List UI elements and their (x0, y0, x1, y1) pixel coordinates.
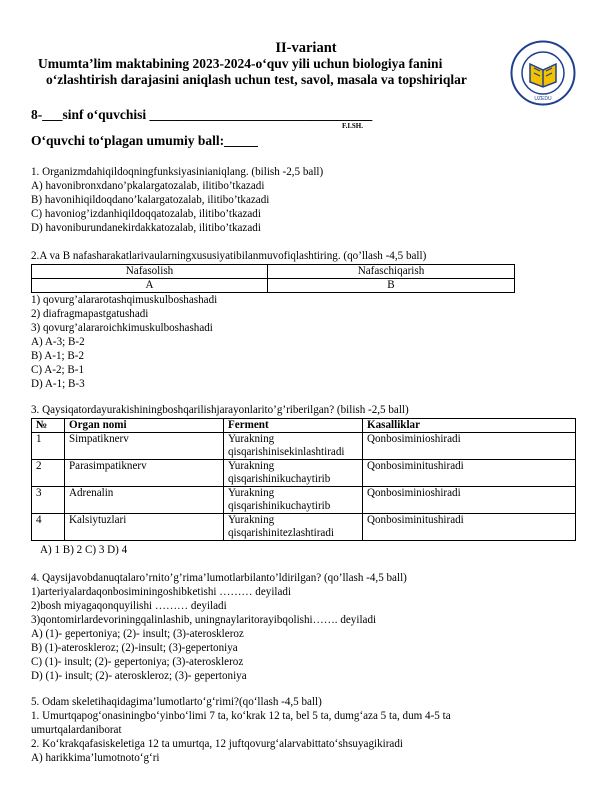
q5-line-1: 1. Umurtqapog‘onasiningbo‘yinbo‘limi 7 ta, ko‘krak 12 ta, bel 5 ta, dumg‘aza 5 ta, dum 4-5 ta (31, 710, 451, 722)
q3-row1-number: 1 (32, 433, 65, 460)
q2-cell-a: A (32, 279, 268, 293)
q4-option-b: B) (1)-ateroskleroz; (2)-insult; (3)-gepertoniya (31, 642, 238, 654)
q2-item-2: 2) diafragmapastgatushadi (31, 308, 149, 320)
q5-text: 5. Odam skeletihaqidagima’lumotlarto‘g‘rimi?(qo‘llash -4,5 ball) (31, 696, 322, 708)
q3-row1-disease: Qonbosiminioshiradi (363, 433, 576, 460)
q1-option-a: A) havonibronxdano’pkalargatozalab, ilitibo’tkazadi (31, 180, 265, 192)
q3-header-organ: Organ nomi (65, 419, 224, 433)
q3-row3-number: 3 (32, 487, 65, 514)
q2-item-1: 1) qovurg’alararotashqimuskulboshashadi (31, 294, 218, 306)
student-class-line: 8-___sinf o‘quvchisi _________________________________ (31, 107, 373, 122)
q2-item-3: 3) qovurg’alararoichkimuskulboshashadi (31, 322, 213, 334)
q2-table (31, 264, 515, 293)
q3-answers: A) 1 B) 2 C) 3 D) 4 (40, 544, 128, 556)
q2-header-inhale: Nafasolish (32, 265, 268, 279)
q3-row4-number: 4 (32, 514, 65, 541)
q2-header-exhale: Nafaschiqarish (268, 265, 515, 279)
q3-table (31, 418, 576, 541)
table-row (32, 487, 576, 514)
q2-option-a: A) A-3; B-2 (31, 336, 85, 348)
q2-option-d: D) A-1; B-3 (31, 378, 85, 390)
table-row (32, 460, 576, 487)
q1-text: 1. Organizmdahiqildoqningfunksiyasinianiqlang. (bilish -2,5 ball) (31, 166, 324, 178)
q2-cell-b: B (268, 279, 515, 293)
q2-text: 2.A va B nafasharakatlarivaularningxususiyatibilanmuvofiqlashtiring. (qo’llash -4,5 ball) (31, 250, 427, 262)
svg-text:UZEDU: UZEDU (534, 96, 552, 102)
variant-label: -variant (286, 40, 337, 56)
table-row (32, 433, 576, 460)
q3-row4-organ: Kalsiytuzlari (65, 514, 224, 541)
q3-header-number: № (32, 419, 65, 433)
q1-option-b: B) havonihiqildoqdano’kalargatozalab, ilitibo’tkazadi (31, 194, 270, 206)
q5-option-a: A) harikkima’lumotnoto‘g‘ri (31, 752, 160, 764)
fish-caption: F.I.SH. (342, 122, 363, 130)
q4-item-1: 1)arteriyalardaqonbosiminingoshibketishi ……… deyiladi (31, 586, 292, 598)
q3-row2-number: 2 (32, 460, 65, 487)
q4-item-3: 3)qontomirlardevoriningqalinlashib, uningnaylaritorayibqolishi……. deyiladi (31, 614, 377, 626)
q3-row1-organ: Simpatiknerv (65, 433, 224, 460)
q3-row3-enzyme: Yurakning qisqarishinikuchaytirib (224, 487, 363, 514)
total-score-line: O‘quvchi to‘plagan umumiy ball:_____ (31, 133, 258, 148)
q1-option-c: C) havoniog’izdanhiqildoqqatozalab, ilitibo’tkazadi (31, 208, 261, 220)
title-line-1: Umumta’lim maktabining 2023-2024-o‘quv yili uchun biologiya fanini (38, 56, 443, 71)
q2-option-b: B) A-1; B-2 (31, 350, 85, 362)
q5-line-3: 2. Ko‘krakqafasiskeletiga 12 ta umurtqa, 12 juftqovurg‘alarvabittato‘shsuyagikiradi (31, 738, 403, 750)
q3-row2-enzyme: Yurakning qisqarishinikuchaytirib (224, 460, 363, 487)
q4-option-c: C) (1)- insult; (2)- gepertoniya; (3)-ateroskleroz (31, 656, 244, 668)
q3-row3-organ: Adrenalin (65, 487, 224, 514)
q4-option-a: A) (1)- gepertoniya; (2)- insult; (3)-ateroskleroz (31, 628, 244, 640)
title-line-2: o‘zlashtirish darajasini aniqlash uchun test, savol, masala va topshiriqlar (46, 72, 467, 87)
q3-row1-enzyme: Yurakning qisqarishinisekinlashtiradi (224, 433, 363, 460)
variant-number: II (275, 40, 287, 56)
school-emblem-logo (510, 40, 576, 106)
q4-item-2: 2)bosh miyagaqonquyilishi ……… deyiladi (31, 600, 227, 612)
q3-row3-disease: Qonbosiminioshiradi (363, 487, 576, 514)
table-row (32, 514, 576, 541)
q3-header-diseases: Kasalliklar (363, 419, 576, 433)
q4-text: 4. Qaysijavobdanuqtalaro’rnito’g’rima’lumotlarbilanto’ldirilgan? (qo’llash -4,5 ball) (31, 572, 407, 584)
q3-row4-enzyme: Yurakning qisqarishinitezlashtiradi (224, 514, 363, 541)
q3-text: 3. Qaysiqatordayurakishiningboshqarilishjarayonlarito’g’riberilgan? (bilish -2,5 ball) (31, 404, 409, 416)
q5-line-2: umurtqalardaniborat (31, 724, 122, 736)
q4-option-d: D) (1)- insult; (2)- ateroskleroz; (3)- gepertoniya (31, 670, 247, 682)
q3-row4-disease: Qonbosiminitushiradi (363, 514, 576, 541)
q3-row2-disease: Qonbosiminitushiradi (363, 460, 576, 487)
q1-option-d: D) havoniburundanekirdakkatozalab, ilitibo’tkazadi (31, 222, 261, 234)
q3-row2-organ: Parasimpatiknerv (65, 460, 224, 487)
q3-header-enzyme: Ferment (224, 419, 363, 433)
q2-option-c: C) A-2; B-1 (31, 364, 85, 376)
